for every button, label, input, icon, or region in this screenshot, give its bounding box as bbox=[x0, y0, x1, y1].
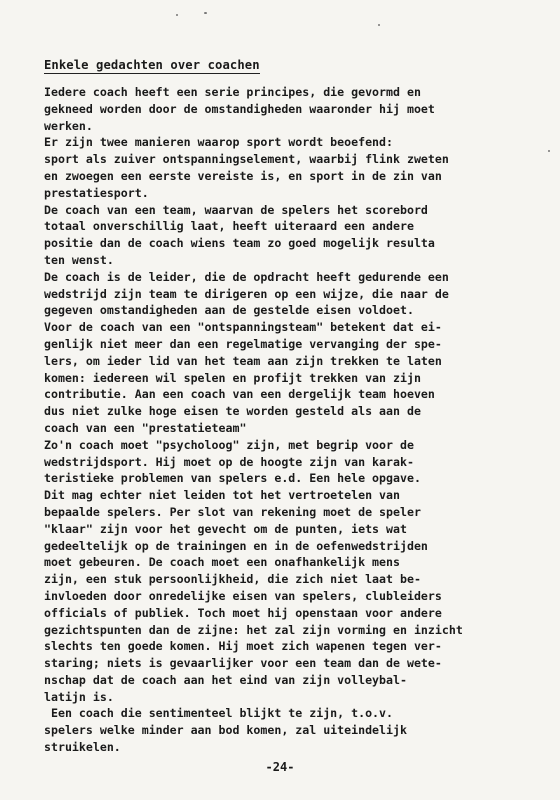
text-line: latijn is. bbox=[44, 689, 114, 704]
text-line: gedeeltelijk op de trainingen en in de oefenwedstrijden bbox=[44, 538, 428, 553]
text-line: totaal onverschillig laat, heeft uiteraard een andere bbox=[44, 219, 414, 234]
text-line: gekneed worden door de omstandigheden waaronder hij moet bbox=[44, 101, 435, 116]
text-line: De coach is de leider, die de opdracht heeft gedurende een bbox=[44, 269, 449, 284]
text-line: nschap dat de coach aan het eind van zijn volleybal- bbox=[44, 672, 407, 687]
text-line: De coach van een team, waarvan de spelers het scorebord bbox=[44, 202, 428, 217]
text-line: positie dan de coach wiens team zo goed mogelijk resulta bbox=[44, 236, 435, 251]
scan-speck bbox=[204, 12, 207, 14]
document-body bbox=[44, 84, 556, 756]
text-line: genlijk niet meer dan een regelmatige vervanging der spe- bbox=[44, 336, 442, 351]
scan-speck bbox=[378, 24, 380, 26]
text-line: zijn, een stuk persoonlijkheid, die zich niet laat be- bbox=[44, 572, 421, 587]
text-line: Zo'n coach moet "psycholoog" zijn, met begrip voor de bbox=[44, 437, 414, 452]
text-line: gezichtspunten dan de zijne: het zal zijn vorming en inzicht bbox=[44, 622, 463, 637]
text-line: lers, om ieder lid van het team aan zijn trekken te laten bbox=[44, 353, 442, 368]
page-number: -24- bbox=[265, 760, 295, 774]
text-line: werken. bbox=[44, 118, 93, 133]
text-line: Een coach die sentimenteel blijkt te zijn, t.o.v. bbox=[44, 706, 394, 721]
document-heading: Enkele gedachten over coachen bbox=[44, 58, 260, 72]
text-line: wedstrijd zijn team te dirigeren op een wijze, die naar de bbox=[44, 286, 449, 301]
text-line: prestatiesport. bbox=[44, 185, 149, 200]
text-line: invloeden door onredelijke eisen van spelers, clubleiders bbox=[44, 588, 442, 603]
text-line: "klaar" zijn voor het gevecht om de punten, iets wat bbox=[44, 521, 407, 536]
text-line: Iedere coach heeft een serie principes, die gevormd en bbox=[44, 85, 421, 99]
text-line: en zwoegen een eerste vereiste is, en sport in de zin van bbox=[44, 168, 442, 183]
text-line: contributie. Aan een coach van een dergelijk team hoeven bbox=[44, 387, 435, 402]
text-line: dus niet zulke hoge eisen te worden gesteld als aan de bbox=[44, 404, 421, 419]
text-line: wedstrijdsport. Hij moet op de hoogte zijn van karak- bbox=[44, 454, 414, 469]
text-line: ten wenst. bbox=[44, 252, 114, 267]
text-line: teristieke problemen van spelers e.d. Een hele opgave. bbox=[44, 471, 421, 486]
text-line: Dit mag echter niet leiden tot het vertroetelen van bbox=[44, 488, 400, 503]
text-line: moet gebeuren. De coach moet een onafhankelijk mens bbox=[44, 555, 400, 570]
scan-speck bbox=[176, 14, 178, 16]
text-line: gegeven omstandigheden aan de gestelde eisen voldoet. bbox=[44, 303, 414, 318]
text-line: Er zijn twee manieren waarop sport wordt beoefend: bbox=[44, 135, 394, 150]
text-line: bepaalde spelers. Per slot van rekening moet de speler bbox=[44, 504, 421, 519]
text-line: coach van een "prestatieteam" bbox=[44, 420, 247, 435]
text-line: staring; niets is gevaarlijker voor een team dan de wete- bbox=[44, 656, 442, 671]
text-line: sport als zuiver ontspanningselement, waarbij flink zweten bbox=[44, 152, 449, 167]
text-line: spelers welke minder aan bod komen, zal uiteindelijk bbox=[44, 723, 407, 738]
text-line: officials of publiek. Toch moet hij openstaan voor andere bbox=[44, 605, 442, 620]
text-line: slechts ten goede komen. Hij moet zich wapenen tegen ver- bbox=[44, 639, 442, 654]
text-line: Voor de coach van een "ontspanningsteam" betekent dat ei- bbox=[44, 320, 442, 335]
text-line: komen: iedereen wil spelen en profijt trekken van zijn bbox=[44, 370, 421, 385]
text-line: struikelen. bbox=[44, 740, 121, 755]
